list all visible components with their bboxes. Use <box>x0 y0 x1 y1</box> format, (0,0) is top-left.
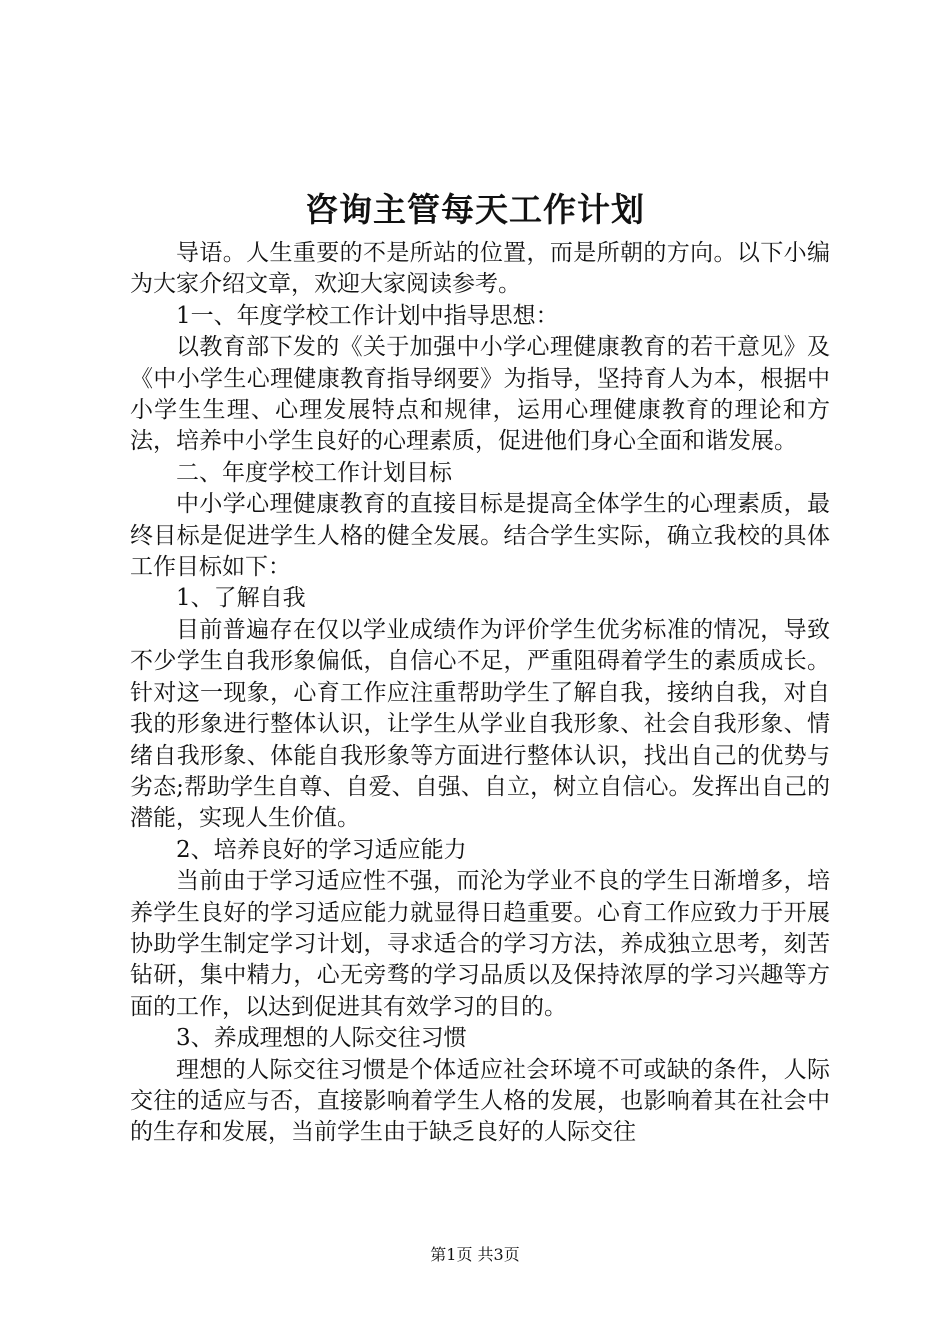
paragraph-learning-adaptation: 当前由于学习适应性不强，而沦为学业不良的学生日渐增多，培养学生良好的学习适应能力就显得日趋重要。心育工作应致力于开展协助学生制定学习计划，寻求适合的学习方法，养成独立思考，刻苦钻研，集中精力，心无旁骛的学习品质以及保持浓厚的学习兴趣等方面的工作，以达到促进其有效学习的目的。 <box>130 868 830 1020</box>
paragraph-guiding-thought: 以教育部下发的《关于加强中小学心理健康教育的若干意见》及《中小学生心理健康教育指导纲要》为指导，坚持育人为本，根据中小学生生理、心理发展特点和规律，运用心理健康教育的理论和方法，培养中小学生良好的心理素质，促进他们身心全面和谐发展。 <box>130 334 830 455</box>
paragraph-know-self: 目前普遍存在仅以学业成绩作为评价学生优劣标准的情况，导致不少学生自我形象偏低，自信心不足，严重阻碍着学生的素质成长。针对这一现象，心育工作应注重帮助学生了解自我，接纳自我，对自我的形象进行整体认识，让学生从学业自我形象、社会自我形象、情绪自我形象、体能自我形象等方面进行整体认识，找出自己的优势与劣态;帮助学生自尊、自爱、自强、自立，树立自信心。发挥出自己的潜能，实现人生价值。 <box>130 616 830 832</box>
document-title: 咨询主管每天工作计划 <box>305 190 645 229</box>
paragraph-interpersonal-habits: 理想的人际交往习惯是个体适应社会环境不可或缺的条件，人际交往的适应与否，直接影响着学生人格的发展，也影响着其在社会中的生存和发展，当前学生由于缺乏良好的人际交往 <box>130 1056 830 1146</box>
document-body <box>130 238 830 1149</box>
paragraph-plan-goals: 中小学心理健康教育的直接目标是提高全体学生的心理素质，最终目标是促进学生人格的健全发展。结合学生实际，确立我校的具体工作目标如下： <box>130 491 830 581</box>
heading-guiding-thought: 1一、年度学校工作计划中指导思想： <box>176 302 559 329</box>
heading-learning-adaptation: 2、培养良好的学习适应能力 <box>176 836 467 863</box>
heading-plan-goals: 二、年度学校工作计划目标 <box>176 459 452 486</box>
page-footer: 第1页 共3页 <box>430 1245 520 1264</box>
heading-know-self: 1、了解自我 <box>176 585 306 612</box>
paragraph-intro: 导语。人生重要的不是所站的位置，而是所朝的方向。以下小编为大家介绍文章，欢迎大家阅读参考。 <box>130 240 830 298</box>
heading-interpersonal-habits: 3、养成理想的人际交往习惯 <box>176 1025 467 1052</box>
